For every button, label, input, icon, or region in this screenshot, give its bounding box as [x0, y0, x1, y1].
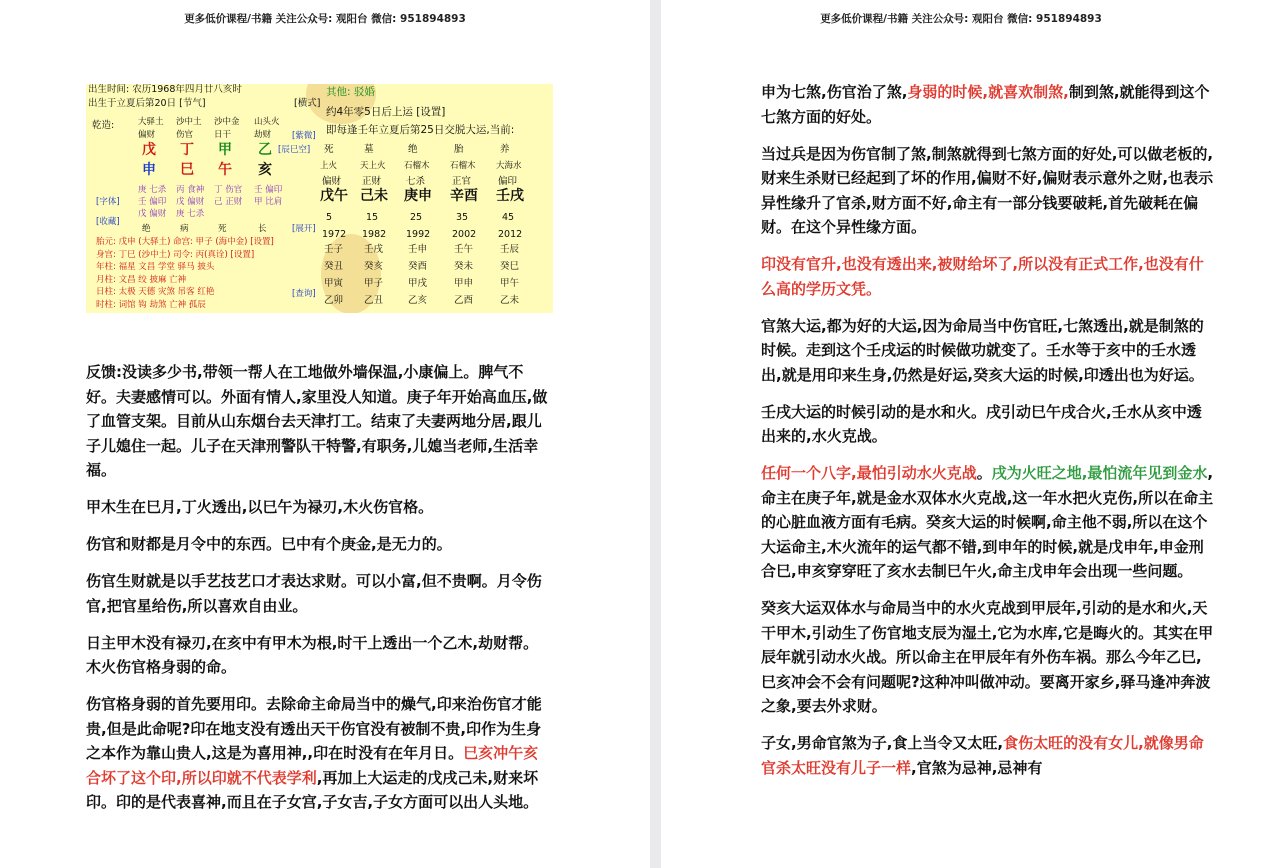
- right-text: [761, 80, 1215, 793]
- chart-text: [紫微]: [292, 131, 316, 141]
- chart-text: 巳: [180, 162, 194, 178]
- chart-text: 其他: 驳婚: [326, 86, 375, 98]
- chart-text: 胎: [454, 144, 464, 155]
- chart-text: 出生时间: 农历1968年四月廿八亥时: [88, 84, 242, 95]
- chart-text: 山头火: [254, 117, 280, 127]
- chart-text: 午: [218, 162, 232, 178]
- chart-text: 1972: [322, 229, 347, 240]
- chart-text: 乙卯: [324, 295, 344, 306]
- right-page: [661, 0, 1261, 868]
- chart-text: 2002: [452, 229, 477, 240]
- chart-text: 乙酉: [454, 295, 474, 306]
- chart-text: [收藏]: [96, 217, 120, 227]
- chart-text: 1992: [406, 229, 431, 240]
- chart-text: 甲子: [364, 278, 384, 289]
- chart-text: 甲戌: [408, 278, 428, 289]
- chart-text: 甲: [218, 142, 232, 158]
- paragraph: [761, 596, 1215, 719]
- chart-text: [展开]: [292, 224, 316, 234]
- chart-text: 胎元: 戊申 (大驿土) 命宫: 甲子 (海中金) [设置]: [96, 237, 274, 247]
- chart-text: 丁 伤官: [214, 185, 243, 195]
- chart-text: 偏印: [498, 176, 518, 187]
- paragraph: [761, 314, 1215, 388]
- left-text: [86, 360, 550, 827]
- chart-text: 年柱: 福星 文昌 学堂 驿马 披头: [96, 262, 215, 272]
- chart-text: 壬午: [454, 244, 474, 255]
- chart-text: 病: [180, 224, 189, 234]
- chart-text: 壬戌: [496, 188, 524, 204]
- chart-text: 沙中金: [214, 117, 240, 127]
- chart-text: 月柱: 文昌 绞 披麻 亡神: [96, 274, 187, 285]
- chart-text: 申: [142, 162, 156, 178]
- chart-text: 戊午: [320, 188, 348, 204]
- chart-text: 戊 偏财: [138, 209, 167, 219]
- chart-text: 癸未: [454, 261, 474, 272]
- text-segment: 官煞大运,都为好的大运,因为命局当中伤官旺,七煞透出,就是制煞的时候。走到这个壬戌运的时候做功就变了。壬水等于亥中的壬水透出,就是用印来生身,仍然是好运,癸亥大运的时候,印透出也为好运。: [761, 316, 1204, 384]
- chart-text: 绝: [142, 224, 151, 234]
- text-segment: 。: [976, 464, 992, 482]
- chart-text: 壬子: [324, 244, 344, 255]
- paragraph: [761, 252, 1215, 301]
- highlighted-text: 食伤太旺的没有女儿,就像男命官杀太旺没有儿子一样: [761, 734, 1204, 777]
- chart-text: 即每逢壬年立夏后第25日交脱大运,当前:: [326, 124, 515, 136]
- chart-text: 七杀: [406, 176, 426, 187]
- paragraph: [86, 532, 550, 557]
- chart-text: 1982: [362, 229, 387, 240]
- paragraph: [86, 631, 550, 680]
- chart-text: 天上火: [360, 161, 386, 171]
- text-segment: 制到煞,就能得到这个七煞方面的好处。: [761, 83, 1210, 126]
- chart-text: 庚申: [404, 188, 432, 204]
- chart-text: 养: [500, 144, 510, 155]
- text-segment: 申为七煞,伤官治了煞,: [761, 83, 908, 101]
- chart-text: 长: [258, 224, 267, 234]
- chart-text: 正官: [452, 176, 472, 187]
- chart-text: 乙未: [500, 295, 520, 306]
- highlighted-text: 巳亥冲午亥合坏了这个印,所以印就不代表学利: [86, 744, 539, 787]
- paragraph: [86, 569, 550, 618]
- text-segment: 伤官生财就是以手艺技艺口才表达求财。可以小富,但不贵啊。月令伤官,把官星给伤,所以喜欢自由业。: [86, 572, 542, 615]
- paragraph: [86, 692, 550, 815]
- chart-text: 劫财: [254, 130, 272, 140]
- chart-text: 壬辰: [500, 244, 520, 255]
- bazi-chart-image: [86, 84, 553, 313]
- highlighted-text: 任何一个八字,最怕引动水火克战: [761, 464, 977, 482]
- chart-text: 上火: [320, 161, 338, 171]
- chart-text: 壬戌: [364, 244, 384, 255]
- text-segment: 反馈:没读多少书,带领一帮人在工地做外墙保温,小康偏上。脾气不好。夫妻感情可以。外面有情人,家里没人知道。庚子年开始高血压,做了血管支架。目前从山东烟台去天津打工。结束了夫妻两地分居,跟儿子儿媳住一起。儿子在天津刑警队干特警,有职务,儿媳当老师,生活幸福。: [86, 363, 548, 479]
- chart-text: 死: [324, 144, 334, 155]
- paragraph: [761, 400, 1215, 449]
- paragraph: [761, 461, 1215, 584]
- chart-text: [查询]: [292, 289, 316, 299]
- text-segment: 壬戌大运的时候引动的是水和火。戌引动巳午戌合火,壬水从亥中透出来的,水火克战。: [761, 402, 1202, 445]
- text-segment: ,官煞为忌神,忌神有: [911, 758, 1043, 777]
- paragraph: [86, 360, 550, 483]
- chart-text: 石榴木: [450, 161, 476, 171]
- chart-text: 戊: [142, 142, 156, 158]
- chart-text: 甲午: [500, 278, 520, 289]
- highlighted-text: 戌为火旺之地,最怕流年见到金水: [991, 464, 1208, 482]
- chart-text: 甲 比肩: [254, 197, 283, 207]
- chart-text: 大驿土: [138, 117, 164, 127]
- chart-text: 35: [456, 212, 469, 223]
- chart-text: 大海水: [496, 161, 522, 171]
- chart-text: [辰巳空]: [278, 145, 311, 155]
- text-segment: 癸亥大运双体水与命局当中的水火克战到甲辰年,引动的是水和火,天干甲木,引动生了伤官地支辰为湿土,它为水库,它是晦火的。其实在甲辰年就引动水火战。所以命主在甲辰年有外伤车祸。那么今年乙巳,巳亥冲会不会有问题呢?这种冲叫做冲动。要离开家乡,驿马逢冲奔波之象,要去外求财。: [761, 599, 1214, 715]
- chart-text: 丙 食神: [176, 185, 205, 195]
- text-segment: 伤官和财都是月令中的东西。巳中有个庚金,是无力的。: [86, 535, 452, 553]
- chart-text: 丁: [180, 142, 194, 158]
- chart-text: 时柱: 词馆 钩 劫煞 亡神 孤辰: [96, 299, 206, 310]
- paragraph: [761, 731, 1215, 780]
- page-header: 更多低价课程/书籍 关注公众号: 观阳台 微信: 951894893: [820, 13, 1102, 25]
- chart-text: 45: [502, 212, 515, 223]
- text-segment: 当过兵是因为伤官制了煞,制煞就得到七煞方面的好处,可以做老板的,财来生杀财已经起到了坏的作用,偏财不好,偏财表示意外之财,也表示异性缘升了官杀,财方面不好,命主有一部分钱要破耗,首先破耗在偏财。在这个异性缘方面。: [761, 144, 1214, 236]
- chart-text: 癸酉: [408, 261, 428, 272]
- text-segment: 伤官格身弱的首先要用印。去除命主命局当中的燥气,印来治伤官才能贵,但是此命呢?印在地支没有透出天干伤官没有被制不贵,印作为生身之本作为靠山贵人,这是为喜用神,,印在时没有在年月日。: [86, 695, 542, 762]
- chart-text: 死: [218, 224, 227, 234]
- chart-text: 甲申: [454, 278, 474, 289]
- chart-text: 庚 七杀: [138, 185, 167, 195]
- chart-text: 15: [366, 212, 379, 223]
- text-segment: 子女,男命官煞为子,食上当令又太旺,: [761, 734, 1004, 752]
- chart-text: 正财: [362, 176, 382, 187]
- chart-text: 偏财: [138, 130, 156, 140]
- chart-text: 辛酉: [450, 188, 478, 204]
- chart-text: 2012: [498, 229, 523, 240]
- paragraph: [86, 495, 550, 520]
- chart-text: 伤官: [176, 130, 194, 140]
- text-segment: ,再加上大运走的戊戌己未,财来坏印。印的是代表喜神,而且在子女宫,子女吉,子女方面可以出人头地。: [86, 768, 539, 811]
- chart-text: 约4年零5日后上运 [设置]: [326, 106, 446, 118]
- chart-text: 5: [326, 212, 333, 223]
- chart-text: [字体]: [96, 197, 120, 207]
- chart-text: 日柱: 太极 天德 灾煞 吊客 红艳: [96, 287, 215, 297]
- chart-text: 身宫: 丁巳 (沙中土) 司令: 丙(真诠) [设置]: [96, 249, 255, 260]
- chart-text: 癸亥: [364, 261, 384, 272]
- paragraph: [761, 142, 1215, 240]
- paragraph: [761, 80, 1215, 129]
- chart-text: 癸巳: [500, 261, 520, 272]
- text-segment: ,命主在庚子年,就是金水双体水火克战,这一年水把火克伤,所以在命主的心脏血液方面有毛病。癸亥大运的时候啊,命主他不弱,所以在这个大运命主,木火流年的运气都不错,到申年的时候,就是戊申年,申金刑合巳,申亥穿穿旺了亥水去制巳午火,命主戊申年会出现一些问题。: [761, 464, 1214, 580]
- chart-text: 己未: [360, 188, 388, 204]
- chart-text: 日干: [214, 130, 232, 140]
- chart-text: 癸丑: [324, 261, 344, 272]
- page-header: 更多低价课程/书籍 关注公众号: 观阳台 微信: 951894893: [184, 13, 466, 25]
- chart-text: 壬申: [408, 244, 428, 255]
- highlighted-text: 身弱的时候,就喜欢制煞,: [907, 83, 1069, 101]
- chart-text: 乙亥: [408, 295, 428, 306]
- chart-text: 绝: [408, 144, 418, 155]
- chart-text: 己 正财: [214, 197, 243, 207]
- chart-text: 出生于立夏后第20日 [节气]: [88, 98, 206, 109]
- chart-text: 庚 七杀: [176, 209, 205, 219]
- chart-text: 甲寅: [324, 278, 344, 289]
- chart-text: 戊 偏财: [176, 197, 205, 207]
- chart-text: 石榴木: [404, 161, 430, 171]
- text-segment: 日主甲木没有禄刃,在亥中有甲木为根,时干上透出一个乙木,劫财帮。木火伤官格身弱的命。: [86, 633, 539, 676]
- chart-text: 乙: [258, 142, 272, 158]
- chart-text: 壬 偏印: [138, 197, 167, 207]
- chart-text: [横式]: [294, 98, 321, 109]
- text-segment: 甲木生在巳月,丁火透出,以巳午为禄刃,木火伤官格。: [86, 498, 434, 516]
- chart-text: 25: [410, 212, 423, 223]
- chart-text: 沙中土: [176, 117, 202, 127]
- chart-text: 乙丑: [364, 295, 384, 306]
- chart-text: 亥: [258, 162, 272, 178]
- chart-text: 壬 偏印: [254, 185, 283, 195]
- chart-text: 乾造:: [92, 120, 115, 131]
- chart-text: 墓: [364, 144, 374, 155]
- highlighted-text: 印没有官升,也没有透出来,被财给坏了,所以没有正式工作,也没有什么高的学历文凭。: [761, 255, 1204, 298]
- chart-text: 偏财: [322, 176, 342, 187]
